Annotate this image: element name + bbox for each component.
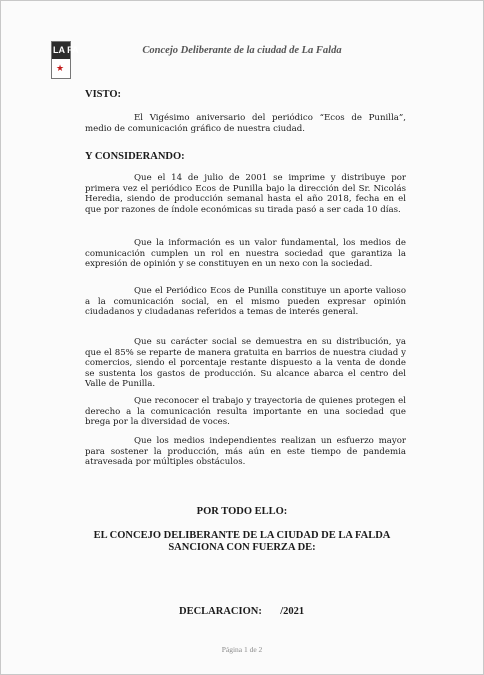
logo-text: LA FA <box>52 42 70 59</box>
considerando-paragraph-5: Que reconocer el trabajo y trayectoria de quienes protegen el derecho a la comunicación resulta importante en una sociedad que brega por la diversidad de voces. <box>85 396 406 427</box>
page-number-footer: Página 1 de 2 <box>221 645 263 654</box>
star-icon: ★ <box>56 64 65 74</box>
considerando-paragraph-2: Que la información es un valor fundamental, los medios de comunicación cumplen un rol en nuestra sociedad que garantiza la expresión de opinión y se constituyen en un nexo con la sociedad. <box>85 238 406 269</box>
page-header: Concejo Deliberante de la ciudad de La Falda <box>142 45 342 56</box>
considerando-paragraph-1: Que el 14 de julio de 2001 se imprime y distribuye por primera vez el periódico Ecos de Punilla bajo la dirección del Sr. Nicolás Heredia, siendo de producción semanal hasta el año 2018, fecha en el que por razones de índole económicas su tirada pasó a ser cada 10 días. <box>85 173 406 215</box>
considerando-paragraph-6: Que los medios independientes realizan un esfuerzo mayor para sostener la producción, más aún en este tiempo de pandemia atravesada por múltiples obstáculos. <box>85 436 406 467</box>
visto-paragraph: El Vigésimo aniversario del periódico “Ecos de Punilla”, medio de comunicación gráfico de nuestra ciudad. <box>85 113 406 134</box>
concejo-line-1: EL CONCEJO DELIBERANTE DE LA CIUDAD DE LA FALDA <box>93 530 391 541</box>
concejo-line-2: SANCIONA CON FUERZA DE: <box>168 542 316 553</box>
visto-label: VISTO: <box>85 89 121 100</box>
considerando-paragraph-3: Que el Periódico Ecos de Punilla constituye un aporte valioso a la comunicación social, en el mismo pueden expresar opinión ciudadanos y ciudadanas referidos a temas de interés general. <box>85 286 406 317</box>
considerando-paragraph-4: Que su carácter social se demuestra en su distribución, ya que el 85% se reparte de manera gratuita en barrios de nuestra ciudad y comercios, siendo el porcentaje restante dispuesto a la venta de donde se sustenta los gastos de producción. Su alcance abarca el centro del Valle de Punilla. <box>85 337 406 389</box>
por-todo-ello-heading: POR TODO ELLO: <box>196 506 288 517</box>
declaracion-number: DECLARACION: /2021 <box>179 606 305 617</box>
considerando-label: Y CONSIDERANDO: <box>85 151 185 162</box>
